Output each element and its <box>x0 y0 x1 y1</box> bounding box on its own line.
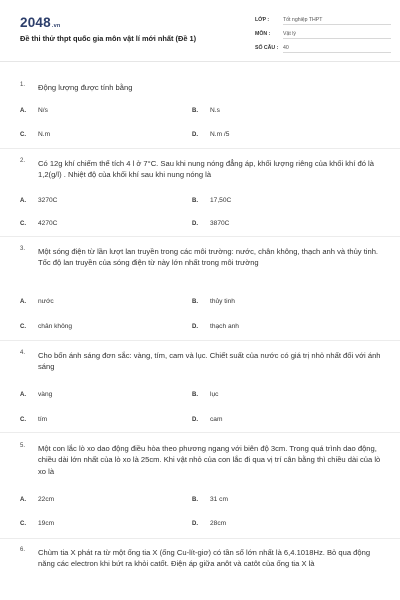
meta-value: 40 <box>283 45 391 53</box>
option-text: 3270C <box>38 197 58 204</box>
option-text: 19cm <box>38 520 55 527</box>
exam-title: Đề thi thử thpt quốc gia môn vật lí mới nhất (Đề 1) <box>20 34 197 43</box>
option-text: lục <box>210 391 219 398</box>
option-a[interactable] <box>20 391 52 398</box>
option-text: 17,50C <box>210 197 232 204</box>
option-text: N.m /5 <box>210 131 230 138</box>
option-d[interactable] <box>192 520 226 527</box>
question-number: 6. <box>20 547 26 553</box>
divider <box>0 432 400 433</box>
question-text: Chùm tia X phát ra từ một ống tia X (ống Cu-lít-giơ) có tần số lớn nhất là 6,4.1018Hz. Bỏ qua động năng các electron khi bứt ra khỏi catốt. Điện áp giữa anôt và catôt của ống tia X là <box>38 548 371 569</box>
option-letter: C. <box>20 417 26 423</box>
divider <box>0 236 400 237</box>
option-letter: A. <box>20 198 26 204</box>
option-letter: B. <box>192 299 198 305</box>
option-d[interactable] <box>192 220 229 227</box>
option-a[interactable] <box>20 496 54 503</box>
option-c[interactable] <box>20 416 47 423</box>
option-letter: B. <box>192 392 198 398</box>
option-c[interactable] <box>20 520 54 527</box>
option-text: N.m <box>38 131 51 138</box>
option-text: 31 cm <box>210 496 228 503</box>
page-header <box>0 0 400 62</box>
option-letter: C. <box>20 324 26 330</box>
option-d[interactable] <box>192 131 229 138</box>
option-text: tím <box>38 416 48 423</box>
divider <box>0 148 400 149</box>
option-b[interactable] <box>192 107 220 114</box>
option-text: 4270C <box>38 220 58 227</box>
option-letter: A. <box>20 299 26 305</box>
option-text: N.s <box>210 107 220 114</box>
option-text: thủy tinh <box>210 298 235 305</box>
question-text: Động lượng được tính bằng <box>38 83 133 92</box>
option-b[interactable] <box>192 298 235 305</box>
option-c[interactable] <box>20 220 57 227</box>
option-letter: C. <box>20 132 26 138</box>
option-letter: B. <box>192 198 198 204</box>
question-number: 5. <box>20 443 26 449</box>
option-text: 22cm <box>38 496 55 503</box>
question-number: 3. <box>20 246 26 252</box>
option-letter: D. <box>192 521 198 527</box>
question-number: 2. <box>20 158 26 164</box>
meta-label: LỚP : <box>255 17 270 23</box>
site-logo[interactable]: 2048.vn <box>20 15 61 30</box>
option-letter: A. <box>20 497 26 503</box>
option-letter: D. <box>192 324 198 330</box>
option-d[interactable] <box>192 323 239 330</box>
option-text: thạch anh <box>210 323 239 330</box>
option-c[interactable] <box>20 131 50 138</box>
option-text: nước <box>38 298 54 305</box>
divider <box>0 340 400 341</box>
option-letter: B. <box>192 108 198 114</box>
meta-label: MÔN : <box>255 31 271 37</box>
question-text: Có 12g khí chiếm thể tích 4 l ở 7°C. Sau khi nung nóng đẳng áp, khối lượng riêng của khối khí đó là 1,2(g/l) . Nhiệt độ của khối khí sau khi nung nóng là <box>38 159 374 180</box>
option-text: cam <box>210 416 223 423</box>
question-text: Một sóng điện từ lần lượt lan truyền trong các môi trường: nước, chân không, thạch anh và thủy tinh. Tốc độ lan truyền của sóng điện từ này lớn nhất trong môi trường <box>38 247 379 268</box>
meta-label: SỐ CÂU : <box>255 45 279 51</box>
option-text: 28cm <box>210 520 227 527</box>
option-text: 3870C <box>210 220 230 227</box>
option-letter: A. <box>20 392 26 398</box>
question-text: Cho bốn ánh sáng đơn sắc: vàng, tím, cam và lục. Chiết suất của nước có giá trị nhỏ nhất đối với ánh sáng <box>38 351 381 372</box>
option-d[interactable] <box>192 416 222 423</box>
option-letter: B. <box>192 497 198 503</box>
option-a[interactable] <box>20 298 54 305</box>
option-a[interactable] <box>20 197 57 204</box>
option-letter: D. <box>192 221 198 227</box>
option-letter: C. <box>20 221 26 227</box>
question-number: 1. <box>20 82 26 88</box>
option-a[interactable] <box>20 107 48 114</box>
option-b[interactable] <box>192 197 231 204</box>
option-b[interactable] <box>192 496 228 503</box>
divider <box>0 538 400 539</box>
option-letter: D. <box>192 417 198 423</box>
option-c[interactable] <box>20 323 72 330</box>
option-letter: A. <box>20 108 26 114</box>
question-number: 4. <box>20 350 26 356</box>
option-text: vàng <box>38 391 53 398</box>
option-b[interactable] <box>192 391 218 398</box>
question-text: Một con lắc lò xo dao động điều hòa theo phương ngang với biên độ 3cm. Trong quá trình dao động, chiều dài lớn nhất của lò xo là 25cm. Khi vật nhỏ của con lắc đi qua vị trí cân bằng thì chiều dài của lò xo là <box>38 444 381 476</box>
option-letter: D. <box>192 132 198 138</box>
meta-value: Tốt nghiệp THPT <box>283 17 391 25</box>
meta-value: Vật lý <box>283 31 391 39</box>
option-text: N/s <box>38 107 48 114</box>
option-text: chân không <box>38 323 73 330</box>
option-letter: C. <box>20 521 26 527</box>
